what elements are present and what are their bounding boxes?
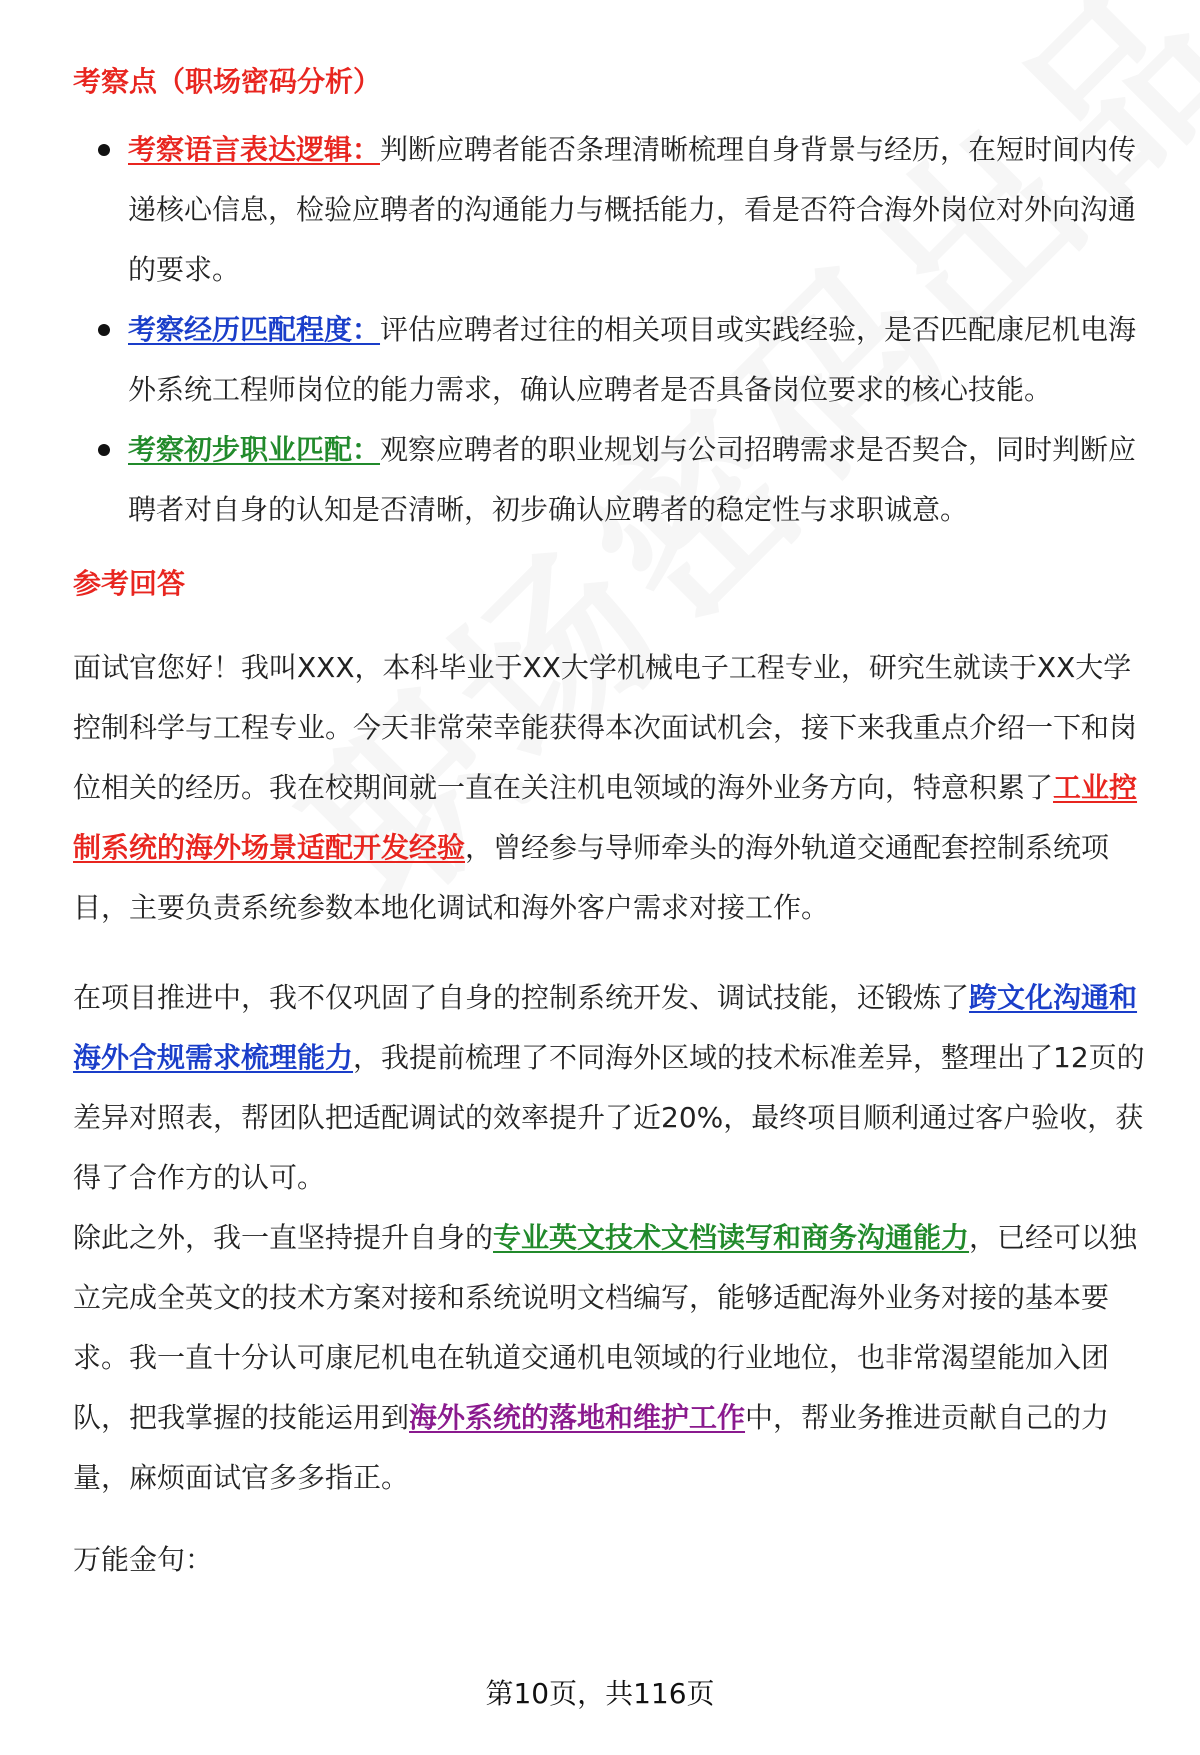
answer-highlight: 工业控制系统的海外场景适配开发经验 — [73, 771, 1138, 864]
answer-text: ，曾经参与导师牵头的海外轨道交通配套控制系统项目，主要负责系统参数本地化调试和海外客户需求对接工作。 — [73, 831, 1110, 924]
answer-text: 中，帮业务推进贡献自己的力量，麻烦面试官多多指正。 — [73, 1401, 1110, 1494]
exam-points-list — [73, 120, 1153, 540]
exam-point-item — [73, 120, 1158, 300]
answer-highlight: 跨文化沟通和海外合规需求梳理能力 — [73, 981, 1138, 1074]
exam-point-item — [73, 420, 1158, 540]
bullet-icon — [98, 444, 110, 456]
exam-point-text: 观察应聘者的职业规划与公司招聘需求是否契合，同时判断应聘者对自身的认知是否清晰，初步确认应聘者的稳定性与求职诚意。 — [128, 433, 1137, 526]
answer-text: 在项目推进中，我不仅巩固了自身的控制系统开发、调试技能，还锻炼了 — [73, 981, 970, 1014]
exam-point-label: 考察语言表达逻辑： — [128, 133, 381, 166]
exam-point-text: 评估应聘者过往的相关项目或实践经验，是否匹配康尼机电海外系统工程师岗位的能力需求，确认应聘者是否具备岗位要求的核心技能。 — [128, 313, 1137, 406]
exam-point-label: 考察经历匹配程度： — [128, 313, 381, 346]
page-number: 第10页，共116页 — [485, 1677, 715, 1710]
exam-point-text: 判断应聘者能否条理清晰梳理自身背景与经历，在短时间内传递核心信息，检验应聘者的沟通能力与概括能力，看是否符合海外岗位对外向沟通的要求。 — [128, 133, 1137, 286]
answer-text: ，我提前梳理了不同海外区域的技术标准差异，整理出了12页的差异对照表，帮团队把适配调试的效率提升了近20%，最终项目顺利通过客户验收，获得了合作方的认可。 — [73, 1041, 1145, 1194]
answer-text: 面试官您好！我叫XXX，本科毕业于XX大学机械电子工程专业，研究生就读于XX大学控制科学与工程专业。今天非常荣幸能获得本次面试机会，接下来我重点介绍一下和岗位相关的经历。我在校期间就一直在关注机电领域的海外业务方向，特意积累了 — [73, 651, 1138, 804]
answer-text: ，已经可以独立完成全英文的技术方案对接和系统说明文档编写，能够适配海外业务对接的基本要求。我一直十分认可康尼机电在轨道交通机电领域的行业地位，也非常渴望能加入团队，把我掌握的技能运用到 — [73, 1221, 1138, 1434]
bullet-icon — [98, 144, 110, 156]
answer-highlight: 海外系统的落地和维护工作 — [409, 1401, 746, 1434]
bullet-icon — [98, 324, 110, 336]
answer-highlight: 专业英文技术文档读写和商务沟通能力 — [493, 1221, 970, 1254]
answer-text: 除此之外，我一直坚持提升自身的 — [73, 1221, 494, 1254]
answer-paragraph-3 — [73, 1208, 1158, 1508]
exam-points-heading: 考察点（职场密码分析） — [73, 65, 382, 98]
answer-paragraph-1 — [73, 638, 1158, 938]
golden-sentence-label: 万能金句： — [73, 1543, 214, 1576]
page-content — [73, 58, 1153, 1590]
answer-heading: 参考回答 — [73, 567, 186, 600]
exam-point-item — [73, 300, 1158, 420]
exam-point-label: 考察初步职业匹配： — [128, 433, 381, 466]
answer-paragraph-2 — [73, 968, 1158, 1208]
